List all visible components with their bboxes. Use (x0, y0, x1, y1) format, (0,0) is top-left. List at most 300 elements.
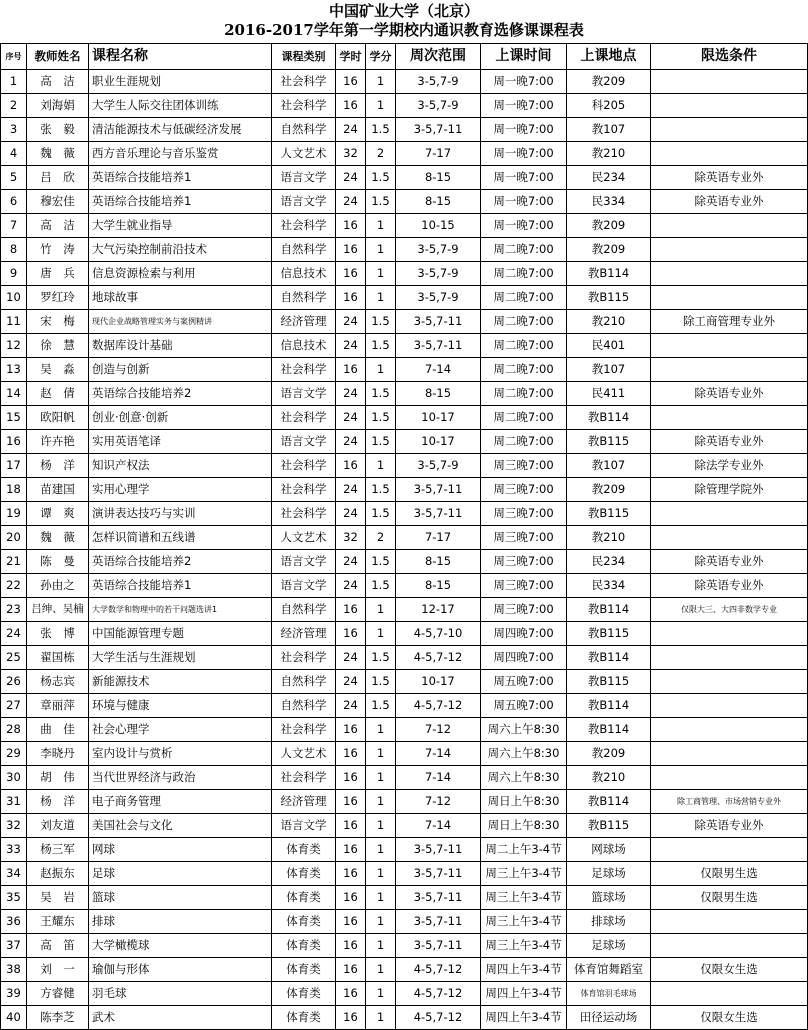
cell-credits: 2 (366, 526, 396, 550)
cell-location: 教B114 (567, 598, 651, 622)
cell-credits: 1 (366, 286, 396, 310)
cell-hours: 16 (336, 454, 366, 478)
cell-teacher: 胡 伟 (27, 766, 89, 790)
cell-teacher: 赵振东 (27, 862, 89, 886)
cell-location: 科205 (567, 94, 651, 118)
cell-location: 教209 (567, 214, 651, 238)
cell-time: 周一晚7:00 (481, 94, 567, 118)
cell-credits: 1.5 (366, 430, 396, 454)
table-row (1, 454, 808, 478)
cell-credits: 1 (366, 910, 396, 934)
cell-location: 田径运动场 (567, 1006, 651, 1030)
cell-weeks: 7-12 (396, 718, 481, 742)
cell-location: 民334 (567, 190, 651, 214)
cell-time: 周六上午8:30 (481, 718, 567, 742)
cell-index: 38 (1, 958, 27, 982)
cell-location: 教209 (567, 70, 651, 94)
cell-credits: 1 (366, 766, 396, 790)
cell-teacher: 李晓丹 (27, 742, 89, 766)
cell-time: 周二晚7:00 (481, 382, 567, 406)
cell-index: 30 (1, 766, 27, 790)
cell-index: 9 (1, 262, 27, 286)
cell-teacher: 罗红玲 (27, 286, 89, 310)
cell-category: 体育类 (272, 886, 336, 910)
cell-category: 自然科学 (272, 694, 336, 718)
cell-time: 周一晚7:00 (481, 118, 567, 142)
table-row (1, 694, 808, 718)
cell-credits: 1 (366, 790, 396, 814)
cell-time: 周二晚7:00 (481, 358, 567, 382)
cell-credits: 1 (366, 238, 396, 262)
cell-category: 语言文学 (272, 550, 336, 574)
cell-weeks: 3-5,7-9 (396, 262, 481, 286)
table-row (1, 574, 808, 598)
cell-weeks: 3-5,7-9 (396, 286, 481, 310)
header-index: 序号 (1, 44, 27, 70)
cell-hours: 24 (336, 190, 366, 214)
cell-time: 周四上午3-4节 (481, 1006, 567, 1030)
cell-credits: 1.5 (366, 310, 396, 334)
cell-teacher: 刘 一 (27, 958, 89, 982)
cell-location: 教210 (567, 142, 651, 166)
table-row (1, 910, 808, 934)
cell-course-name: 实用英语笔译 (89, 430, 272, 454)
cell-location: 体育馆羽毛球场 (567, 982, 651, 1006)
cell-credits: 1 (366, 94, 396, 118)
cell-time: 周四晚7:00 (481, 622, 567, 646)
cell-index: 5 (1, 166, 27, 190)
cell-teacher: 陈 曼 (27, 550, 89, 574)
cell-index: 29 (1, 742, 27, 766)
cell-time: 周四晚7:00 (481, 646, 567, 670)
cell-hours: 16 (336, 790, 366, 814)
cell-weeks: 3-5,7-11 (396, 478, 481, 502)
cell-hours: 16 (336, 262, 366, 286)
cell-index: 22 (1, 574, 27, 598)
cell-weeks: 4-5,7-12 (396, 694, 481, 718)
cell-index: 25 (1, 646, 27, 670)
cell-time: 周六上午8:30 (481, 766, 567, 790)
header-credits: 学分 (366, 44, 396, 70)
cell-teacher: 吕绅、吴楠 (27, 598, 89, 622)
table-row (1, 70, 808, 94)
cell-time: 周二晚7:00 (481, 286, 567, 310)
cell-location: 民411 (567, 382, 651, 406)
cell-teacher: 翟国栋 (27, 646, 89, 670)
table-row (1, 670, 808, 694)
cell-weeks: 4-5,7-10 (396, 622, 481, 646)
cell-weeks: 10-15 (396, 214, 481, 238)
cell-restriction (651, 118, 808, 142)
cell-restriction: 除英语专业外 (651, 190, 808, 214)
cell-credits: 1 (366, 838, 396, 862)
cell-index: 31 (1, 790, 27, 814)
cell-restriction: 仅限男生选 (651, 862, 808, 886)
cell-credits: 1.5 (366, 670, 396, 694)
cell-index: 33 (1, 838, 27, 862)
table-row (1, 742, 808, 766)
cell-time: 周二晚7:00 (481, 262, 567, 286)
cell-location: 教B115 (567, 286, 651, 310)
cell-category: 语言文学 (272, 814, 336, 838)
cell-weeks: 7-14 (396, 742, 481, 766)
cell-hours: 16 (336, 94, 366, 118)
table-row (1, 382, 808, 406)
cell-index: 7 (1, 214, 27, 238)
table-row (1, 718, 808, 742)
cell-location: 教B115 (567, 502, 651, 526)
cell-weeks: 3-5,7-11 (396, 502, 481, 526)
cell-hours: 16 (336, 1006, 366, 1030)
cell-course-name: 实用心理学 (89, 478, 272, 502)
cell-credits: 1.5 (366, 646, 396, 670)
cell-weeks: 7-17 (396, 526, 481, 550)
cell-location: 教B114 (567, 790, 651, 814)
cell-category: 体育类 (272, 910, 336, 934)
cell-course-name: 清洁能源技术与低碳经济发展 (89, 118, 272, 142)
cell-time: 周三上午3-4节 (481, 934, 567, 958)
cell-index: 2 (1, 94, 27, 118)
cell-teacher: 杨 洋 (27, 790, 89, 814)
cell-restriction (651, 838, 808, 862)
cell-course-name: 武术 (89, 1006, 272, 1030)
table-row (1, 430, 808, 454)
cell-restriction (651, 694, 808, 718)
cell-credits: 1 (366, 214, 396, 238)
header-course-name: 课程名称 (89, 44, 272, 70)
cell-category: 体育类 (272, 838, 336, 862)
cell-teacher: 张 毅 (27, 118, 89, 142)
cell-teacher: 方睿健 (27, 982, 89, 1006)
cell-course-name: 数据库设计基础 (89, 334, 272, 358)
cell-teacher: 穆宏佳 (27, 190, 89, 214)
cell-index: 20 (1, 526, 27, 550)
table-row (1, 646, 808, 670)
cell-time: 周四上午3-4节 (481, 982, 567, 1006)
cell-weeks: 8-15 (396, 574, 481, 598)
cell-hours: 24 (336, 334, 366, 358)
cell-course-name: 信息资源检索与利用 (89, 262, 272, 286)
header-teacher: 教师姓名 (27, 44, 89, 70)
cell-course-name: 瑜伽与形体 (89, 958, 272, 982)
cell-teacher: 高 笛 (27, 934, 89, 958)
cell-time: 周五晚7:00 (481, 694, 567, 718)
cell-time: 周四上午3-4节 (481, 958, 567, 982)
cell-hours: 16 (336, 838, 366, 862)
cell-restriction (651, 502, 808, 526)
cell-index: 23 (1, 598, 27, 622)
cell-teacher: 欧阳帆 (27, 406, 89, 430)
cell-time: 周三上午3-4节 (481, 886, 567, 910)
table-row (1, 790, 808, 814)
header-location: 上课地点 (567, 44, 651, 70)
cell-teacher: 刘友道 (27, 814, 89, 838)
cell-credits: 1 (366, 718, 396, 742)
cell-category: 社会科学 (272, 70, 336, 94)
cell-teacher: 高 洁 (27, 214, 89, 238)
cell-restriction (651, 214, 808, 238)
page-subtitle: 2016-2017学年第一学期校内通识教育选修课课程表 (224, 21, 584, 39)
cell-restriction: 仅限女生选 (651, 958, 808, 982)
cell-restriction (651, 406, 808, 430)
cell-location: 教B115 (567, 622, 651, 646)
cell-restriction (651, 718, 808, 742)
cell-time: 周二晚7:00 (481, 334, 567, 358)
cell-teacher: 刘海娟 (27, 94, 89, 118)
cell-weeks: 3-5,7-11 (396, 838, 481, 862)
cell-weeks: 4-5,7-12 (396, 1006, 481, 1030)
cell-category: 人文艺术 (272, 526, 336, 550)
cell-location: 教209 (567, 742, 651, 766)
cell-teacher: 赵 倩 (27, 382, 89, 406)
cell-location: 足球场 (567, 862, 651, 886)
cell-category: 自然科学 (272, 238, 336, 262)
cell-index: 21 (1, 550, 27, 574)
cell-location: 教107 (567, 454, 651, 478)
cell-category: 社会科学 (272, 214, 336, 238)
cell-weeks: 3-5,7-11 (396, 334, 481, 358)
cell-weeks: 3-5,7-11 (396, 862, 481, 886)
cell-restriction (651, 670, 808, 694)
cell-index: 11 (1, 310, 27, 334)
header-row (1, 44, 808, 70)
cell-hours: 16 (336, 622, 366, 646)
cell-teacher: 魏 薇 (27, 142, 89, 166)
cell-teacher: 唐 兵 (27, 262, 89, 286)
cell-teacher: 吕 欣 (27, 166, 89, 190)
cell-index: 24 (1, 622, 27, 646)
table-row (1, 358, 808, 382)
cell-restriction: 除英语专业外 (651, 550, 808, 574)
cell-hours: 16 (336, 70, 366, 94)
cell-course-name: 演讲表达技巧与实训 (89, 502, 272, 526)
table-row (1, 310, 808, 334)
cell-restriction: 除英语专业外 (651, 430, 808, 454)
header-restriction: 限选条件 (651, 44, 808, 70)
cell-index: 17 (1, 454, 27, 478)
table-row (1, 238, 808, 262)
cell-hours: 24 (336, 166, 366, 190)
cell-hours: 16 (336, 598, 366, 622)
cell-location: 民234 (567, 166, 651, 190)
cell-weeks: 4-5,7-12 (396, 646, 481, 670)
table-row (1, 190, 808, 214)
cell-location: 教B114 (567, 718, 651, 742)
cell-location: 教209 (567, 238, 651, 262)
cell-category: 语言文学 (272, 166, 336, 190)
cell-category: 体育类 (272, 982, 336, 1006)
cell-weeks: 8-15 (396, 190, 481, 214)
cell-hours: 24 (336, 550, 366, 574)
cell-hours: 16 (336, 814, 366, 838)
cell-credits: 1.5 (366, 118, 396, 142)
cell-credits: 1 (366, 982, 396, 1006)
cell-category: 经济管理 (272, 790, 336, 814)
cell-time: 周三上午3-4节 (481, 862, 567, 886)
cell-hours: 16 (336, 358, 366, 382)
cell-index: 12 (1, 334, 27, 358)
cell-restriction (651, 334, 808, 358)
cell-time: 周二晚7:00 (481, 238, 567, 262)
cell-weeks: 7-14 (396, 814, 481, 838)
cell-course-name: 室内设计与赏析 (89, 742, 272, 766)
cell-time: 周二上午3-4节 (481, 838, 567, 862)
cell-credits: 1 (366, 1006, 396, 1030)
cell-weeks: 3-5,7-11 (396, 118, 481, 142)
cell-credits: 1.5 (366, 406, 396, 430)
cell-hours: 24 (336, 478, 366, 502)
cell-time: 周三晚7:00 (481, 478, 567, 502)
cell-category: 语言文学 (272, 430, 336, 454)
cell-location: 教107 (567, 118, 651, 142)
cell-restriction (651, 934, 808, 958)
cell-hours: 16 (336, 742, 366, 766)
cell-course-name: 电子商务管理 (89, 790, 272, 814)
cell-weeks: 3-5,7-11 (396, 910, 481, 934)
cell-restriction (651, 910, 808, 934)
cell-hours: 16 (336, 286, 366, 310)
cell-restriction (651, 358, 808, 382)
cell-course-name: 知识产权法 (89, 454, 272, 478)
table-row (1, 862, 808, 886)
cell-teacher: 谭 爽 (27, 502, 89, 526)
table-row (1, 526, 808, 550)
table-row (1, 478, 808, 502)
cell-index: 19 (1, 502, 27, 526)
cell-credits: 1.5 (366, 166, 396, 190)
cell-time: 周一晚7:00 (481, 190, 567, 214)
cell-location: 教209 (567, 478, 651, 502)
cell-course-name: 大学数学和物理中的若干问题选讲1 (89, 598, 272, 622)
table-row (1, 166, 808, 190)
cell-hours: 16 (336, 958, 366, 982)
cell-weeks: 8-15 (396, 382, 481, 406)
header-hours: 学时 (336, 44, 366, 70)
cell-index: 39 (1, 982, 27, 1006)
cell-course-name: 英语综合技能培养1 (89, 166, 272, 190)
cell-index: 6 (1, 190, 27, 214)
cell-hours: 24 (336, 574, 366, 598)
cell-category: 社会科学 (272, 94, 336, 118)
cell-weeks: 3-5,7-11 (396, 310, 481, 334)
cell-category: 社会科学 (272, 406, 336, 430)
cell-weeks: 4-5,7-12 (396, 958, 481, 982)
cell-location: 篮球场 (567, 886, 651, 910)
cell-index: 40 (1, 1006, 27, 1030)
cell-hours: 16 (336, 982, 366, 1006)
cell-category: 自然科学 (272, 286, 336, 310)
cell-credits: 1 (366, 622, 396, 646)
cell-restriction (651, 982, 808, 1006)
cell-index: 16 (1, 430, 27, 454)
cell-time: 周三晚7:00 (481, 502, 567, 526)
cell-hours: 24 (336, 430, 366, 454)
cell-teacher: 徐 慧 (27, 334, 89, 358)
table-row (1, 550, 808, 574)
table-row (1, 1006, 808, 1030)
cell-restriction (651, 142, 808, 166)
cell-hours: 24 (336, 406, 366, 430)
cell-teacher: 高 洁 (27, 70, 89, 94)
cell-credits: 1 (366, 262, 396, 286)
cell-teacher: 曲 佳 (27, 718, 89, 742)
cell-index: 18 (1, 478, 27, 502)
cell-course-name: 现代企业战略管理实务与案例精讲 (89, 310, 272, 334)
cell-credits: 1 (366, 70, 396, 94)
table-row (1, 958, 808, 982)
cell-credits: 1 (366, 886, 396, 910)
cell-index: 27 (1, 694, 27, 718)
cell-teacher: 陈李芝 (27, 1006, 89, 1030)
cell-category: 自然科学 (272, 598, 336, 622)
cell-course-name: 排球 (89, 910, 272, 934)
cell-index: 10 (1, 286, 27, 310)
cell-index: 1 (1, 70, 27, 94)
cell-category: 社会科学 (272, 502, 336, 526)
cell-teacher: 王耀东 (27, 910, 89, 934)
cell-credits: 1 (366, 862, 396, 886)
cell-index: 14 (1, 382, 27, 406)
cell-category: 人文艺术 (272, 142, 336, 166)
cell-time: 周三晚7:00 (481, 550, 567, 574)
table-row (1, 214, 808, 238)
cell-category: 社会科学 (272, 358, 336, 382)
cell-location: 民334 (567, 574, 651, 598)
table-body (1, 70, 808, 1030)
cell-hours: 16 (336, 934, 366, 958)
cell-credits: 1.5 (366, 502, 396, 526)
cell-index: 26 (1, 670, 27, 694)
cell-location: 教B115 (567, 430, 651, 454)
cell-index: 3 (1, 118, 27, 142)
cell-hours: 24 (336, 694, 366, 718)
cell-category: 体育类 (272, 1006, 336, 1030)
table-row (1, 406, 808, 430)
cell-teacher: 吴 岩 (27, 886, 89, 910)
cell-course-name: 西方音乐理论与音乐鉴赏 (89, 142, 272, 166)
cell-restriction: 除管理学院外 (651, 478, 808, 502)
cell-location: 教B114 (567, 406, 651, 430)
cell-index: 37 (1, 934, 27, 958)
cell-weeks: 3-5,7-11 (396, 934, 481, 958)
cell-index: 15 (1, 406, 27, 430)
cell-credits: 1 (366, 358, 396, 382)
cell-time: 周一晚7:00 (481, 142, 567, 166)
cell-location: 体育馆舞蹈室 (567, 958, 651, 982)
page-title: 中国矿业大学（北京） (328, 2, 479, 20)
cell-course-name: 英语综合技能培养2 (89, 550, 272, 574)
cell-teacher: 张 博 (27, 622, 89, 646)
cell-credits: 1.5 (366, 190, 396, 214)
cell-index: 32 (1, 814, 27, 838)
cell-restriction (651, 646, 808, 670)
cell-credits: 1.5 (366, 550, 396, 574)
cell-category: 语言文学 (272, 190, 336, 214)
cell-time: 周一晚7:00 (481, 166, 567, 190)
cell-location: 教B114 (567, 694, 651, 718)
table-row (1, 502, 808, 526)
table-row (1, 118, 808, 142)
cell-hours: 16 (336, 718, 366, 742)
cell-location: 民401 (567, 334, 651, 358)
cell-time: 周二晚7:00 (481, 406, 567, 430)
cell-restriction: 除法学专业外 (651, 454, 808, 478)
cell-course-name: 羽毛球 (89, 982, 272, 1006)
cell-restriction (651, 238, 808, 262)
cell-restriction (651, 742, 808, 766)
cell-category: 自然科学 (272, 118, 336, 142)
cell-location: 教B114 (567, 262, 651, 286)
